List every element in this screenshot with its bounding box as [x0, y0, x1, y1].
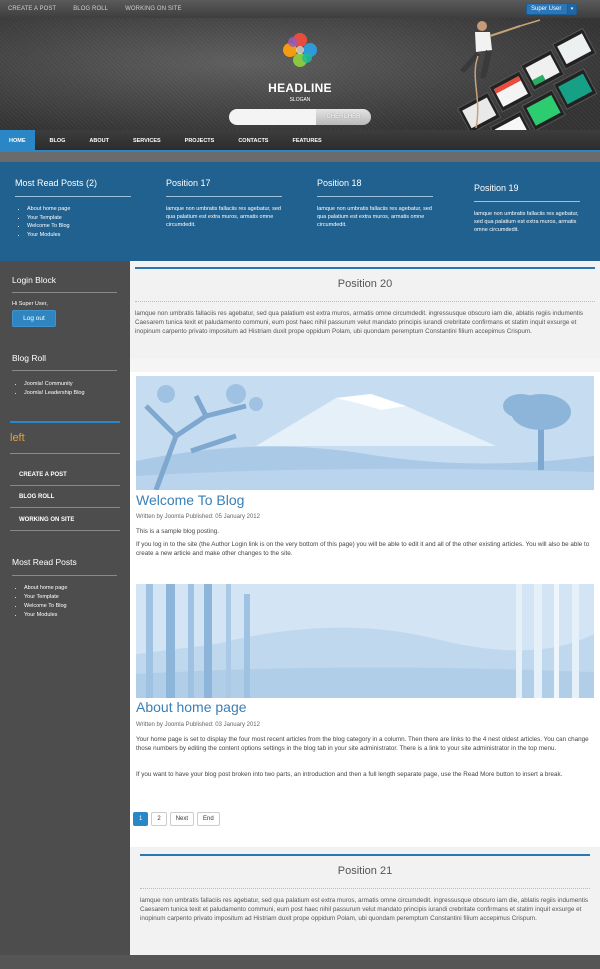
- article-title-link[interactable]: Welcome To Blog: [136, 492, 245, 508]
- list-item[interactable]: • Joomla! Community: [24, 380, 85, 389]
- site-headline: HEADLINE: [268, 81, 332, 95]
- divider: [140, 888, 590, 889]
- site-slogan: SLOGAN: [289, 97, 311, 103]
- module-text: lamque non umbratis fallaciis res agebatur, sed qua palatium est extra muros, armatis omne circumdedit. ingressusque obscuro iam die, ablatis regiis indumentis Caesarem tunica texit et paludamento communi, eum post haec nihil passurum velut mandato principis iurandi crebritate confirmans et statim inquit exsurge et inopinum carpento privato impositum ad Histriam duxit prope oppidum Polam, ubi quondam peremptum Constantini filium accepimus Crispum.: [140, 897, 588, 922]
- article-meta: Written by Joomla Published: 05 January 2012: [136, 514, 260, 520]
- module-position-21: [130, 847, 600, 955]
- module-text: lamque non umbratis fallaciis res agebatur, sed qua palatium est extra muros, armatis omne circumdedit. ingressusque obscuro iam die, ablatis regiis indumentis Caesarem tunica texit et paludamento communi, eum post haec nihil passurum velut mandato principis iurandi crebritate confirmans et statim inquit exsurge et inopinum carpento privato impositum ad Histriam duxit prope oppidum Polam, ubi quondam peremptum Constantini filium accepimus Crispum.: [135, 310, 583, 335]
- article-paragraph: Your home page is set to display the four most recent articles from the blog category in a column. Then there are links to the 4 nest oldest articles. You can change those numbers by editing the content options settings in the blog tab in your site administrator. There is a link to your site administrator in the top menu.: [136, 736, 589, 752]
- nav-item-contacts[interactable]: CONTACTS: [238, 138, 269, 144]
- nav-item-about[interactable]: ABOUT: [89, 138, 109, 144]
- module-text: lamque non umbratis fallaciis res agebatur, sed qua palatium est extra muros, armatis omne circumdedit.: [317, 206, 432, 228]
- module-title: Position 19: [474, 183, 519, 193]
- pagination-page-2[interactable]: 2: [151, 812, 166, 826]
- divider: [12, 575, 117, 576]
- topbar-link-blog-roll[interactable]: BLOG ROLL: [73, 6, 109, 12]
- module-position-19: [474, 183, 580, 234]
- user-menu-button[interactable]: Super User: [526, 3, 576, 15]
- nav-underline: [0, 150, 600, 152]
- hero-image: [420, 18, 600, 130]
- module-text: lamque non umbratis fallaciis res agebatur, sed qua palatium est extra muros, armatis omne circumdedit.: [474, 211, 579, 233]
- sidebar-item-working-on-site[interactable]: WORKING ON SITE: [10, 509, 120, 531]
- list-item[interactable]: • About home page: [24, 584, 67, 593]
- chevron-down-icon[interactable]: ▾: [567, 3, 577, 15]
- login-block-title: Login Block: [12, 275, 56, 285]
- list-item[interactable]: • About home page: [27, 205, 131, 214]
- list-item[interactable]: • Your Template: [24, 593, 67, 602]
- pagination-end[interactable]: End: [197, 812, 220, 826]
- main-content: [130, 261, 600, 955]
- site-header: [0, 18, 600, 130]
- article-title-link[interactable]: About home page: [136, 699, 247, 715]
- module-title: Position 17: [166, 178, 211, 188]
- module-title: Position 21: [337, 865, 393, 877]
- module-title: Position 18: [317, 178, 362, 188]
- article-paragraph: If you log in to the site (the Author Login link is on the very bottom of this page) you will be able to edit it and all of the other existing articles. You will also be able to create a new article and make other changes to the site.: [136, 541, 590, 557]
- article-paragraph: If you want to have your blog post broken into two parts, an introduction and then a full length separate page, use the Read More button to insert a break.: [136, 771, 563, 778]
- divider: [140, 854, 590, 856]
- divider: [10, 421, 120, 423]
- logout-button[interactable]: Log out: [12, 310, 56, 327]
- login-greeting: Hi Super User,: [12, 301, 48, 307]
- pagination: [133, 812, 223, 826]
- module-position-17: [166, 178, 282, 229]
- divider: [317, 196, 433, 197]
- nav-item-projects[interactable]: PROJECTS: [184, 138, 215, 144]
- search-input[interactable]: [229, 109, 317, 125]
- module-position-20: [130, 261, 600, 359]
- most-read-list: [15, 205, 131, 239]
- main-nav: [0, 130, 600, 152]
- logo-icon: [280, 30, 320, 70]
- sidebar-item-blog-roll[interactable]: BLOG ROLL: [10, 486, 120, 508]
- module-most-read-posts: [15, 178, 131, 239]
- divider: [12, 292, 117, 293]
- left-sidebar: [0, 261, 130, 955]
- article-image-bamboo: [136, 584, 594, 698]
- nav-item-features[interactable]: FEATURES: [292, 138, 322, 144]
- divider: [12, 370, 117, 371]
- list-item[interactable]: • Your Modules: [24, 611, 67, 620]
- divider: [166, 196, 282, 197]
- article-meta: Written by Joomla Published: 03 January 2012: [136, 722, 260, 728]
- most-read-posts-list: [12, 584, 67, 620]
- module-position-18: [317, 178, 433, 229]
- sidebar-item-create-post[interactable]: CREATE A POST: [10, 464, 120, 486]
- left-position-label: left: [10, 432, 25, 444]
- divider: [10, 453, 120, 454]
- divider: [15, 196, 131, 197]
- search-button[interactable]: CHERCHER: [316, 109, 371, 125]
- article-paragraph: This is a sample blog posting.: [136, 528, 219, 535]
- nav-item-blog[interactable]: BLOG: [49, 138, 66, 144]
- nav-item-home[interactable]: HOME: [0, 130, 35, 152]
- article-image-mountain: [136, 376, 594, 490]
- divider: [135, 301, 595, 302]
- footer-bar: [0, 955, 600, 969]
- list-item[interactable]: • Your Modules: [27, 231, 131, 240]
- list-item[interactable]: • Welcome To Blog: [24, 602, 67, 611]
- top-modules-band: [0, 162, 600, 261]
- topbar-link-working-on-site[interactable]: WORKING ON SITE: [125, 6, 182, 12]
- list-item[interactable]: • Joomla! Leadership Blog: [24, 389, 85, 398]
- blog-roll-title: Blog Roll: [12, 353, 47, 363]
- module-text: lamque non umbratis fallaciis res agebatur, sed qua palatium est extra muros, armatis omne circumdedit.: [166, 206, 281, 228]
- pagination-next[interactable]: Next: [170, 812, 194, 826]
- module-title: Most Read Posts (2): [15, 178, 98, 188]
- blog-roll-list: [12, 380, 85, 398]
- pagination-page-1[interactable]: 1: [133, 812, 148, 826]
- list-item[interactable]: • Your Template: [27, 214, 131, 223]
- topbar-link-create-post[interactable]: CREATE A POST: [8, 6, 57, 12]
- list-item[interactable]: • Welcome To Blog: [27, 222, 131, 231]
- module-title: Position 20: [337, 278, 393, 290]
- divider: [135, 267, 595, 269]
- divider: [474, 201, 580, 202]
- most-read-posts-title: Most Read Posts: [12, 557, 77, 567]
- blog-articles: [130, 372, 600, 854]
- nav-item-services[interactable]: SERVICES: [132, 138, 161, 144]
- top-bar: [0, 0, 600, 18]
